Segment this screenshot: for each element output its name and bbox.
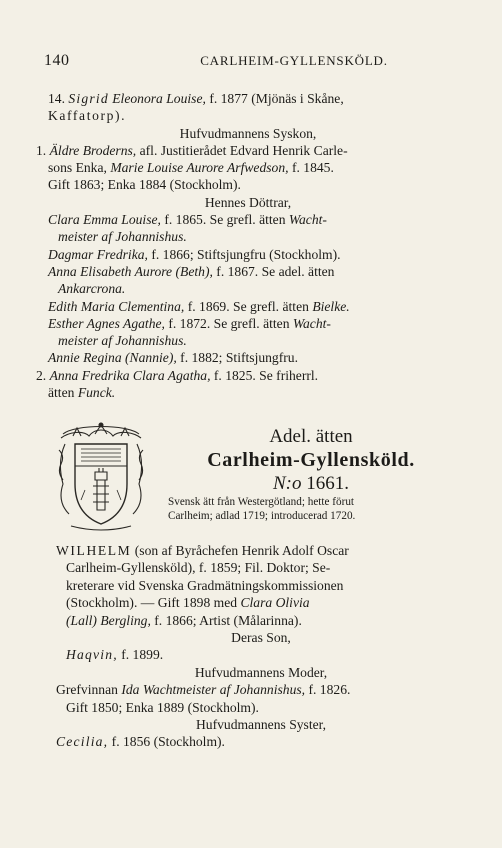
- daughter-2: Dagmar Fredrika, f. 1866; Stiftsjungfru (Stockholm).: [48, 246, 341, 262]
- daughter-6: Annie Regina (Nannie), f. 1882; Stiftsjungfru.: [48, 350, 298, 366]
- wilhelm-line4: (Stockholm). — Gift 1898 med Clara Olivia: [66, 595, 310, 611]
- wilhelm-line3: kreterare vid Svenska Gradmätningskommissionen: [66, 577, 344, 593]
- sibling-2-line2: ätten Funck.: [48, 385, 116, 401]
- sibling-2-line1: 2. Anna Fredrika Clara Agatha, f. 1825. Se friherrl.: [36, 367, 319, 383]
- sister-entry: Cecilia, f. 1856 (Stockholm).: [56, 734, 225, 750]
- daughter-5-cont: meister af Johannishus.: [58, 333, 187, 349]
- sibling-1-line1: 1. Äldre Broderns, afl. Justitierådet Edvard Henrik Carle-: [36, 142, 348, 158]
- page-header: [44, 52, 464, 70]
- mother-line2: Gift 1850; Enka 1889 (Stockholm).: [66, 699, 259, 715]
- running-head: CARLHEIM-GYLLENSKÖLD.: [200, 53, 388, 68]
- son-entry: Haqvin, f. 1899.: [66, 647, 164, 663]
- entry-14-line1: 14. Sigrid Eleonora Louise, f. 1877 (Mjönäs i Skåne,: [48, 91, 344, 106]
- wilhelm-line2: Carlheim-Gyllensköld), f. 1859; Fil. Doktor; Se-: [66, 560, 331, 576]
- daughter-3: Anna Elisabeth Aurore (Beth), f. 1867. Se adel. ätten: [48, 263, 335, 279]
- sibling-1-line3: Gift 1863; Enka 1884 (Stockholm).: [48, 177, 241, 193]
- son-heading: Deras Son,: [231, 630, 291, 646]
- daughter-3-cont: Ankarcrona.: [58, 281, 126, 297]
- section-14: [36, 90, 460, 401]
- family-description-1: Svensk ätt från Westergötland; hette förut: [168, 496, 355, 508]
- wilhelm-section: [56, 542, 466, 751]
- wilhelm-line5: (Lall) Bergling, f. 1866; Artist (Målarinna).: [66, 612, 302, 628]
- daughters-heading: Hennes Döttrar,: [204, 194, 292, 210]
- coat-of-arms: [55, 422, 147, 534]
- wilhelm-line1: WILHELM (son af Byråchefen Henrik Adolf Oscar: [56, 543, 349, 558]
- coat-of-arms-icon: [55, 422, 147, 534]
- daughter-1-cont: meister af Johannishus.: [58, 229, 187, 245]
- family-title-1: Adel. ätten: [269, 426, 353, 447]
- mother-line1: Grefvinnan Ida Wachtmeister af Johannishus, f. 1826.: [56, 682, 351, 698]
- siblings-heading: Hufvudmannens Syskon,: [179, 125, 317, 141]
- sister-heading: Hufvudmannens Syster,: [195, 717, 327, 733]
- sibling-1-line2: sons Enka, Marie Louise Aurore Arfwedson, f. 1845.: [48, 160, 334, 176]
- family-number: N:o 1661.: [273, 473, 349, 494]
- family-title-2: Carlheim-Gyllensköld.: [207, 449, 415, 471]
- family-description-2: Carlheim; adlad 1719; introducerad 1720.: [168, 509, 356, 522]
- family-title-block: [160, 426, 462, 523]
- daughter-5: Esther Agnes Agathe, f. 1872. Se grefl. ätten Wacht-: [48, 315, 331, 331]
- daughter-1: Clara Emma Louise, f. 1865. Se grefl. ätten Wacht-: [48, 212, 327, 228]
- page-number: 140: [44, 52, 70, 69]
- mother-heading: Hufvudmannens Moder,: [194, 664, 328, 680]
- daughter-4: Edith Maria Clementina, f. 1869. Se grefl. ätten Bielke.: [48, 298, 350, 314]
- entry-14-line2: Kaffatorp).: [48, 108, 127, 124]
